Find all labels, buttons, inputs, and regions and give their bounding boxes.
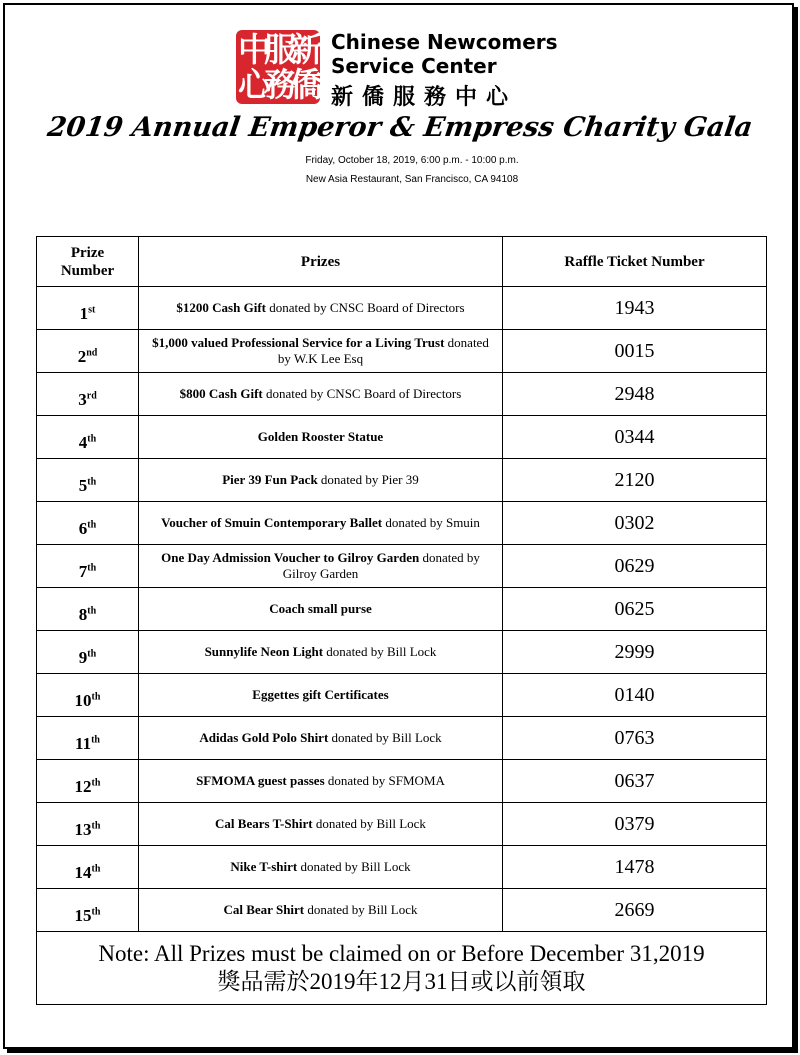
seal-glyph: 僑 [290,65,323,104]
table-row [37,760,767,803]
prize-number-suffix: th [91,691,101,703]
prize-description [139,588,503,631]
prize-name: $1200 Cash Gift [176,300,266,315]
prize-description [139,502,503,545]
prize-number-value: 15 [74,906,92,925]
prize-number-suffix: th [87,433,97,445]
prize-number-suffix: th [87,519,97,531]
prize-name: Sunnylife Neon Light [204,644,324,659]
prize-number-suffix: nd [86,347,98,359]
prize-number-value: 12 [74,777,92,796]
table-row [37,545,767,588]
table-row [37,717,767,760]
prize-number [37,416,139,459]
organization-name-chinese: 新僑服務中心 [331,85,518,110]
table-row [37,330,767,373]
claim-note [37,932,767,1005]
prize-name: SFMOMA guest passes [196,773,325,788]
raffle-ticket-number: 0637 [503,760,767,803]
raffle-ticket-number: 2999 [503,631,767,674]
prize-name: Adidas Gold Polo Shirt [199,730,329,745]
prize-number [37,330,139,373]
prize-number [37,846,139,889]
table-row [37,287,767,330]
prize-name: $1,000 valued Professional Service for a Living Trust [152,335,445,350]
prize-description [139,459,503,502]
raffle-ticket-number: 0140 [503,674,767,717]
raffle-ticket-number: 1943 [503,287,767,330]
prize-donor: donated by Bill Lock [297,859,411,874]
prize-name: Cal Bear Shirt [223,902,305,917]
prize-number-suffix: th [91,863,101,875]
seal-glyph: 新 [290,30,323,69]
table-row [37,502,767,545]
prize-number-value: 6 [78,519,88,538]
prize-number-value: 4 [78,433,88,452]
prize-donor: donated by CNSC Board of Directors [265,300,465,315]
event-location: New Asia Restaurant, San Francisco, CA 94108 [305,174,519,185]
prize-number-suffix: th [87,476,97,488]
prize-number [37,588,139,631]
prize-description [139,760,503,803]
prize-donor: donated by Pier 39 [317,472,419,487]
raffle-ticket-number: 0625 [503,588,767,631]
prize-number [37,502,139,545]
prize-number [37,717,139,760]
prize-description [139,545,503,588]
prize-description [139,846,503,889]
event-title: 2019 Annual Emperor & Empress Charity Gala [45,112,755,143]
prize-number [37,889,139,932]
seal-glyph: 心 [238,65,271,104]
raffle-ticket-number: 0629 [503,545,767,588]
prize-number [37,287,139,330]
prize-number-suffix: rd [86,390,97,402]
prize-donor: donated by Smuin [382,515,480,530]
prize-number-value: 8 [78,605,88,624]
prize-number-suffix: th [87,562,97,574]
prize-donor: donated by Bill Lock [323,644,437,659]
prize-donor: donated by Gilroy Garden [282,550,480,581]
prize-number-suffix: th [91,777,101,789]
prize-name: Cal Bears T-Shirt [215,816,313,831]
table-row [37,889,767,932]
prize-number-value: 2 [77,347,87,366]
header-prize-number: Prize Number [37,237,139,287]
prize-donor: donated by Bill Lock [312,816,426,831]
prize-number [37,545,139,588]
raffle-ticket-number: 0763 [503,717,767,760]
table-row [37,373,767,416]
prize-name: One Day Admission Voucher to Gilroy Garden [161,550,420,565]
raffle-ticket-number: 0379 [503,803,767,846]
table-row [37,459,767,502]
prize-number-suffix: th [91,820,101,832]
prize-number-suffix: th [87,605,97,617]
table-row [37,803,767,846]
prize-name: Nike T-shirt [230,859,298,874]
raffle-ticket-number: 2948 [503,373,767,416]
header-prizes: Prizes [139,237,503,287]
prize-description [139,631,503,674]
prize-number-value: 7 [78,562,88,581]
prize-number-value: 1 [79,304,89,323]
prize-number-suffix: th [91,734,100,746]
prize-name: $800 Cash Gift [179,386,263,401]
seal-glyph: 中 [238,30,271,69]
prize-number [37,373,139,416]
raffle-results-table [36,236,767,1005]
prize-name: Eggettes gift Certificates [252,687,389,702]
prize-description [139,373,503,416]
prize-donor: donated by CNSC Board of Directors [262,386,462,401]
prize-number [37,631,139,674]
prize-number-value: 5 [78,476,88,495]
prize-name: Voucher of Smuin Contemporary Ballet [161,515,383,530]
note-row [37,932,767,1005]
raffle-ticket-number: 1478 [503,846,767,889]
table-header-row [37,237,767,287]
prize-donor: donated by Bill Lock [304,902,418,917]
table-row [37,674,767,717]
prize-description [139,330,503,373]
prize-description [139,717,503,760]
prize-description [139,889,503,932]
prize-number [37,459,139,502]
prize-donor: donated by W.K Lee Esq [277,335,489,366]
prize-number-value: 13 [74,820,92,839]
seal-glyph: 服 [264,30,297,69]
prize-number-suffix: th [91,906,101,918]
claim-note-english: Note: All Prizes must be claimed on or Before December 31,2019 [98,941,705,966]
raffle-ticket-number: 0302 [503,502,767,545]
raffle-ticket-number: 2120 [503,459,767,502]
prize-description [139,287,503,330]
prize-number-value: 10 [74,691,92,710]
prize-number-value: 3 [78,390,87,409]
prize-donor: donated by SFMOMA [324,773,445,788]
prize-name: Golden Rooster Statue [257,429,384,444]
organization-seal-logo [236,30,323,104]
prize-description [139,803,503,846]
table-row [37,846,767,889]
prize-number-value: 11 [75,734,92,753]
prize-number-suffix: st [88,304,96,316]
raffle-ticket-number: 0344 [503,416,767,459]
organization-name-line1: Chinese Newcomers [331,30,558,54]
organization-name [331,30,558,78]
prize-name: Coach small purse [269,601,372,616]
prize-donor: donated by Bill Lock [328,730,442,745]
prize-number [37,803,139,846]
table-row [37,631,767,674]
raffle-ticket-number: 2669 [503,889,767,932]
prize-number [37,674,139,717]
table-row [37,416,767,459]
organization-name-line2: Service Center [331,54,497,78]
prize-number-suffix: th [87,648,97,660]
prize-name: Pier 39 Fun Pack [222,472,318,487]
event-datetime: Friday, October 18, 2019, 6:00 p.m. - 10:00 p.m. [305,155,519,166]
raffle-ticket-number: 0015 [503,330,767,373]
header-raffle-ticket-number: Raffle Ticket Number [503,237,767,287]
prize-number [37,760,139,803]
prize-number-value: 9 [78,648,88,667]
prize-number-value: 14 [74,863,92,882]
table-row [37,588,767,631]
claim-note-chinese: 獎品需於2019年12月31日或以前領取 [217,969,586,994]
prize-description [139,416,503,459]
seal-glyph: 務 [264,65,297,104]
prize-description [139,674,503,717]
